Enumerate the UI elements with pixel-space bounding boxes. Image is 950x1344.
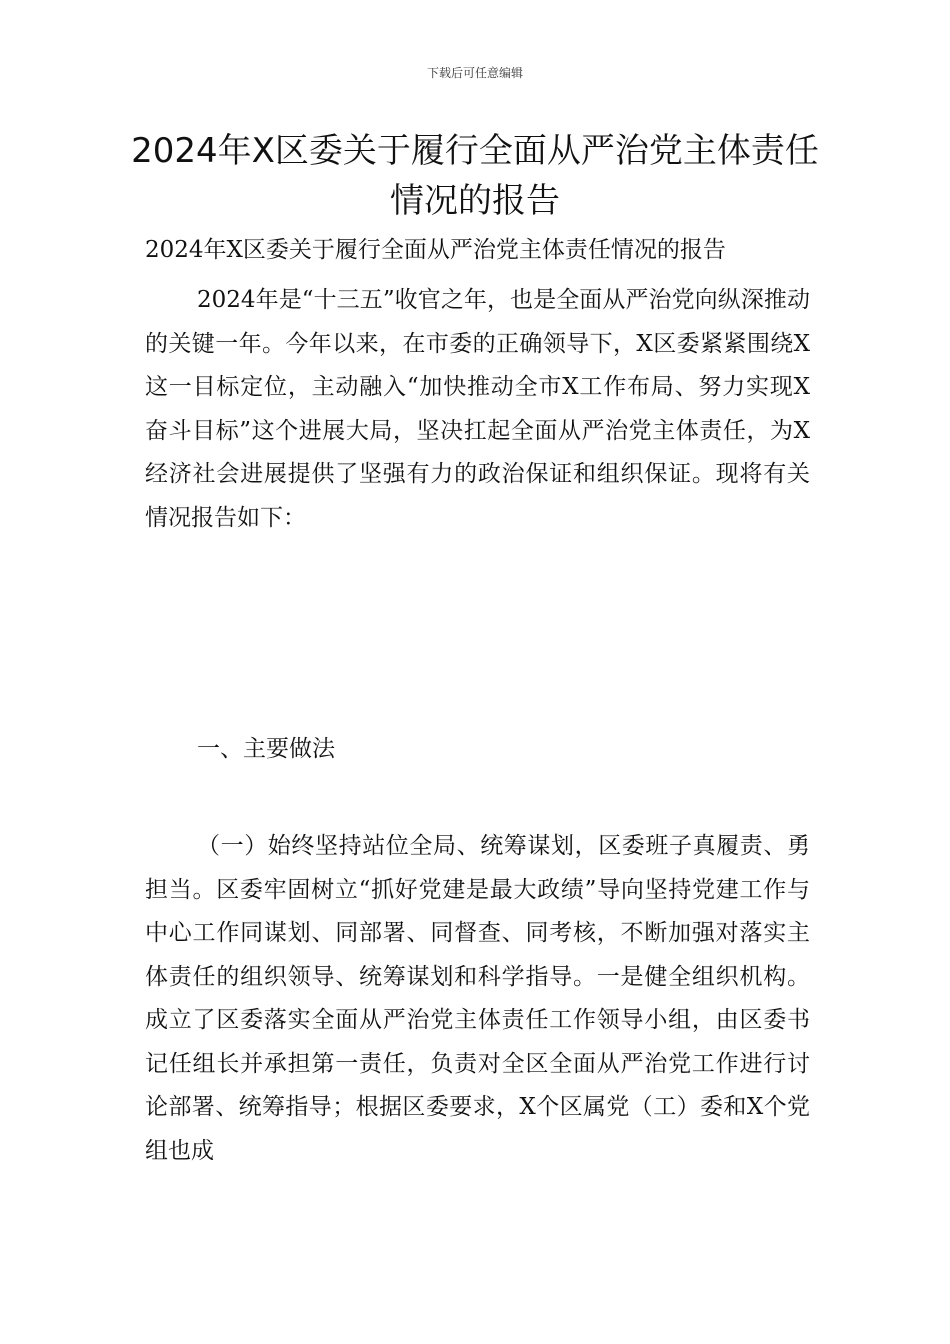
document-title: 2024年X区委关于履行全面从严治党主体责任情况的报告 bbox=[131, 131, 819, 221]
intro-paragraph: 2024年是“十三五”收官之年，也是全面从严治党向纵深推动的关键一年。今年以来，在市委的正确领导下，X区委紧紧围绕X这一目标定位，主动融入“加快推动全市X工作布局、努力实现X奋斗目标”这个进展大局，坚决扛起全面从严治党主体责任，为X经济社会进展提供了坚强有力的政治保证和组织保证。现将有关情况报告如下： bbox=[145, 287, 810, 531]
document-subtitle: 2024年X区委关于履行全面从严治党主体责任情况的报告 bbox=[145, 237, 726, 263]
sub-paragraph: （一）始终坚持站位全局、统筹谋划，区委班子真履责、勇担当。区委牢固树立“抓好党建是最大政绩”导向坚持党建工作与中心工作同谋划、同部署、同督查、同考核，不断加强对落实主体责任的组织领导、统筹谋划和科学指导。一是健全组织机构。成立了区委落实全面从严治党主体责任工作领导小组，由区委书记任组长并承担第一责任，负责对全区全面从严治党工作进行讨论部署、统筹指导；根据区委要求，X个区属党（工）委和X个党组也成 bbox=[145, 833, 810, 1164]
header-note: 下载后可任意编辑 bbox=[426, 66, 523, 80]
section-heading: 一、主要做法 bbox=[197, 736, 335, 762]
